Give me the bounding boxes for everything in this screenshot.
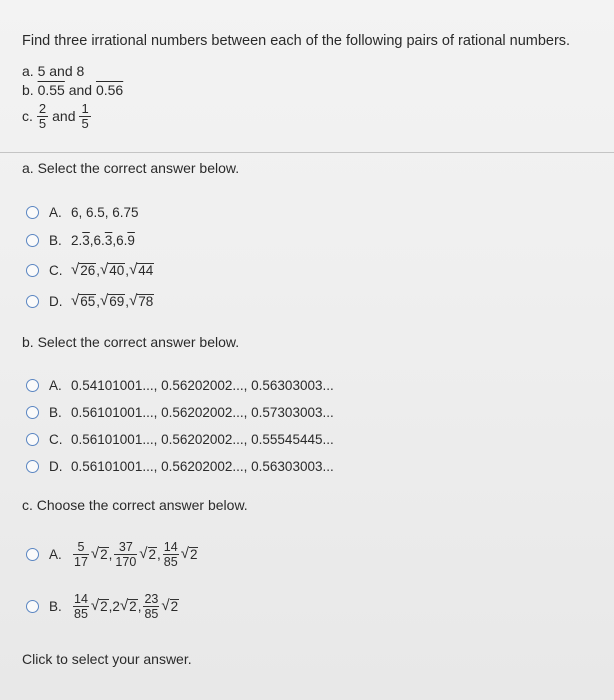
- sqrt-2: √ 2: [119, 597, 137, 614]
- section-c-prompt: c. Choose the correct answer below.: [22, 497, 248, 513]
- option-b-C[interactable]: C. 0.56101001..., 0.56202002..., 0.55545445...: [26, 432, 334, 447]
- radio-button[interactable]: [26, 234, 39, 247]
- radio-button[interactable]: [26, 206, 39, 219]
- radio-button[interactable]: [26, 264, 39, 277]
- section-b-prompt: b. Select the correct answer below.: [22, 334, 240, 350]
- sqrt-2: √ 2: [139, 545, 157, 562]
- question-text: Find three irrational numbers between each of the following pairs of rational numbers.: [22, 33, 571, 49]
- option-a-B[interactable]: B. 2. 3 , 6. 3 , 6. 9: [26, 233, 135, 248]
- option-a-A[interactable]: A. 6, 6.5, 6.75: [26, 205, 139, 220]
- option-b-A[interactable]: A. 0.54101001..., 0.56202002..., 0.56303003...: [26, 378, 334, 393]
- radio-button[interactable]: [26, 548, 39, 561]
- repeating-decimal-1: 0.55: [37, 82, 65, 98]
- option-c-A[interactable]: A. 5 17 √ 2 , 37 170 √ 2 , 14 85 √ 2: [26, 540, 198, 569]
- radio-button[interactable]: [26, 433, 39, 446]
- radio-button[interactable]: [26, 460, 39, 473]
- option-a-C[interactable]: C. √ 26 , √ 40 , √ 44: [26, 263, 154, 278]
- part-b: b. 0.55 and 0.56: [22, 82, 124, 98]
- sqrt-44: √ 44: [129, 261, 154, 278]
- radio-button[interactable]: [26, 600, 39, 613]
- option-b-D[interactable]: D. 0.56101001..., 0.56202002..., 0.56303003...: [26, 459, 334, 474]
- sqrt-40: √ 40: [100, 261, 125, 278]
- section-a-prompt: a. Select the correct answer below.: [22, 160, 240, 176]
- sqrt-69: √ 69: [100, 292, 125, 309]
- radio-button[interactable]: [26, 295, 39, 308]
- divider: [0, 152, 614, 153]
- option-c-B[interactable]: B. 14 85 √ 2 , 2 √ 2 , 23 85 √ 2: [26, 592, 179, 621]
- fraction-one-fifth: $\frac{1}{5}$: [81, 101, 89, 131]
- sqrt-26: √ 26: [71, 261, 96, 278]
- part-c: c. $\frac{2}{5}$ and $\frac{1}{5}$: [22, 101, 89, 131]
- sqrt-2: √ 2: [180, 545, 198, 562]
- option-b-B[interactable]: B. 0.56101001..., 0.56202002..., 0.57303003...: [26, 405, 334, 420]
- question-parts: [22, 62, 123, 131]
- sqrt-2: √ 2: [161, 597, 179, 614]
- sqrt-78: √ 78: [129, 292, 154, 309]
- option-a-D[interactable]: D. √ 65 , √ 69 , √ 78: [26, 294, 154, 309]
- radio-button[interactable]: [26, 406, 39, 419]
- sqrt-2: √ 2: [90, 597, 108, 614]
- repeating-decimal-2: 0.56: [95, 82, 124, 98]
- sqrt-65: √ 65: [71, 292, 96, 309]
- sqrt-2: √ 2: [90, 545, 108, 562]
- radio-button[interactable]: [26, 379, 39, 392]
- footer-instruction: Click to select your answer.: [22, 651, 192, 667]
- part-a: a. 5 and 8: [22, 63, 85, 79]
- fraction-two-fifths: $\frac{2}{5}$: [38, 101, 47, 131]
